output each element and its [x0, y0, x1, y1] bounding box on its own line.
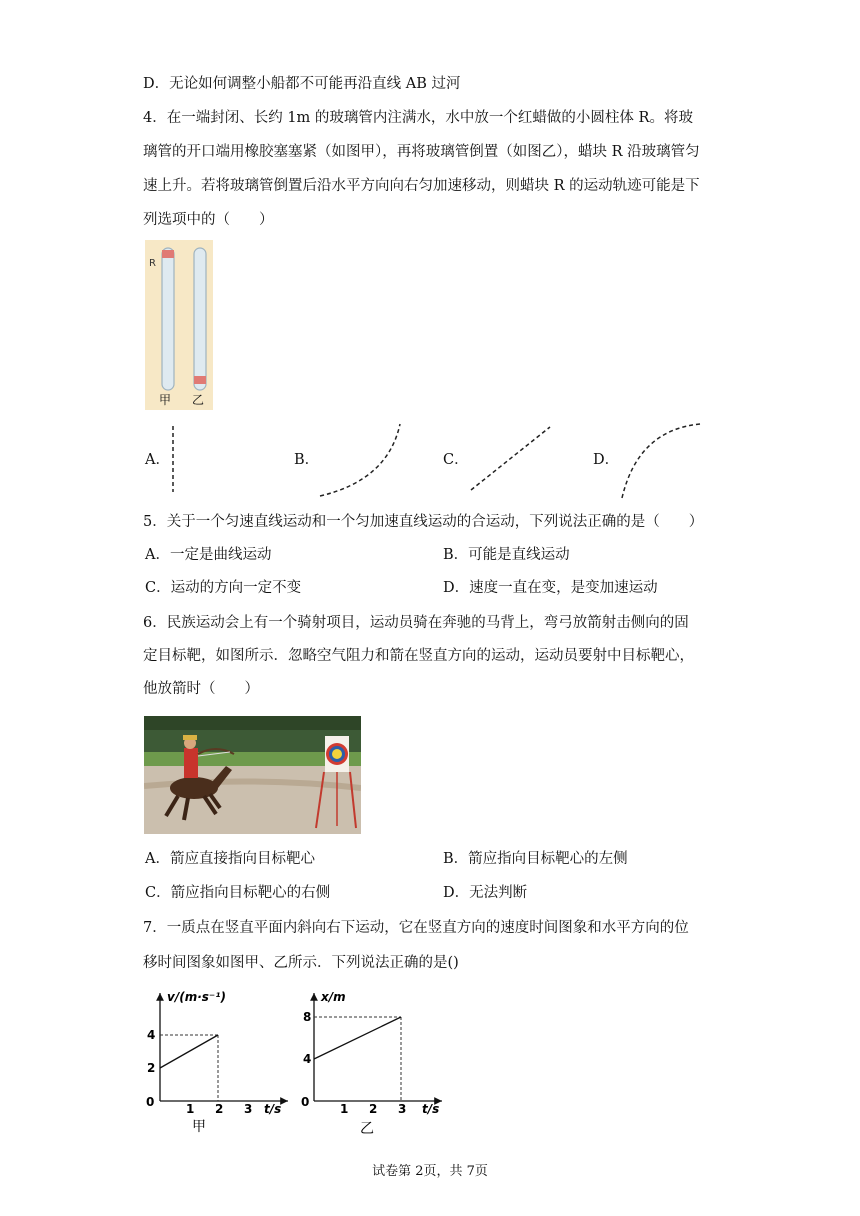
y-axis-label: v/(m·s⁻¹)	[167, 990, 226, 1004]
tube-yi	[194, 248, 206, 390]
y-tick-label: 8	[303, 1010, 312, 1024]
velocity-time-graph	[140, 985, 300, 1140]
q7-stem-line-2: 移时间图象如图甲、乙所示．下列说法正确的是()	[143, 955, 459, 971]
horseback-archery-photo	[144, 716, 361, 834]
series-line	[314, 1017, 401, 1059]
q3-option-d: D．无论如何调整小船都不可能再沿直线 AB 过河	[143, 76, 461, 92]
origin-label: 0	[301, 1095, 310, 1109]
tube-label-jia: 甲	[159, 393, 172, 407]
origin-label: 0	[146, 1095, 155, 1109]
wax-block-jia	[162, 250, 174, 258]
page-footer: 试卷第 2页，共 7页	[372, 1164, 488, 1179]
y-tick-label: 4	[147, 1028, 156, 1042]
q5-option-b: B．可能是直线运动	[443, 547, 570, 563]
q5-option-c: C．运动的方向一定不变	[145, 580, 302, 596]
y-axis-label: x/m	[321, 990, 346, 1004]
y-tick-label: 4	[303, 1052, 312, 1066]
tube-label-yi: 乙	[192, 393, 205, 407]
q4-stem-line-2: 璃管的开口端用橡胶塞塞紧（如图甲），再将玻璃管倒置（如图乙），蜡块 R 沿玻璃管匀	[143, 144, 700, 160]
wax-block-yi	[194, 376, 206, 384]
y-tick-label: 2	[147, 1061, 156, 1075]
q6-option-c: C．箭应指向目标靶心的右侧	[145, 885, 331, 901]
q5-option-d: D．速度一直在变，是变加速运动	[443, 580, 658, 596]
q4-option-a: A．	[145, 452, 170, 468]
q6-option-a: A．箭应直接指向目标靶心	[145, 851, 315, 867]
q6-option-d: D．无法判断	[443, 885, 528, 901]
option-d-trajectory	[618, 420, 704, 500]
q5-option-a: A．一定是曲线运动	[145, 547, 272, 563]
x-tick-label: 1	[340, 1102, 349, 1116]
graph-caption: 甲	[192, 1119, 206, 1135]
q4-option-d: D．	[593, 452, 620, 468]
q6-option-b: B．箭应指向目标靶心的左侧	[443, 851, 628, 867]
x-axis-label: t/s	[264, 1102, 282, 1116]
displacement-time-graph	[300, 985, 460, 1140]
option-c-trajectory	[468, 424, 554, 494]
q6-stem-line-3: 他放箭时（ ）	[143, 681, 259, 697]
tube-label-r: R	[149, 258, 156, 269]
q6-stem-line-2: 定目标靶，如图所示．忽略空气阻力和箭在竖直方向的运动，运动员要射中目标靶心，	[143, 648, 694, 664]
option-b-trajectory	[318, 420, 408, 500]
graph-caption: 乙	[360, 1121, 374, 1137]
q4-stem-line-3: 速上升。若将玻璃管倒置后沿水平方向向右匀加速移动，则蜡块 R 的运动轨迹可能是下	[143, 178, 700, 194]
q5-stem: 5．关于一个匀速直线运动和一个匀加速直线运动的合运动，下列说法正确的是（ ）	[143, 514, 704, 530]
x-tick-label: 1	[186, 1102, 195, 1116]
glass-tube-figure	[145, 240, 213, 410]
tube-jia	[162, 248, 174, 390]
q7-stem-line-1: 7．一质点在竖直平面内斜向右下运动，它在竖直方向的速度时间图象和水平方向的位	[143, 920, 689, 936]
x-axis-label: t/s	[422, 1102, 440, 1116]
q4-option-b: B．	[294, 452, 320, 468]
x-tick-label: 2	[215, 1102, 224, 1116]
x-tick-label: 3	[244, 1102, 253, 1116]
q4-option-c: C．	[443, 452, 469, 468]
q6-stem-line-1: 6．民族运动会上有一个骑射项目，运动员骑在奔驰的马背上，弯弓放箭射击侧向的固	[143, 615, 689, 631]
q4-stem-line-1: 4．在一端封闭、长约 1m 的玻璃管内注满水，水中放一个红蜡做的小圆柱体 R。将玻	[143, 110, 693, 126]
series-line	[160, 1035, 218, 1068]
x-tick-label: 3	[398, 1102, 407, 1116]
option-a-trajectory	[165, 422, 185, 494]
q4-stem-line-4: 列选项中的（ ）	[143, 212, 274, 228]
x-tick-label: 2	[369, 1102, 378, 1116]
